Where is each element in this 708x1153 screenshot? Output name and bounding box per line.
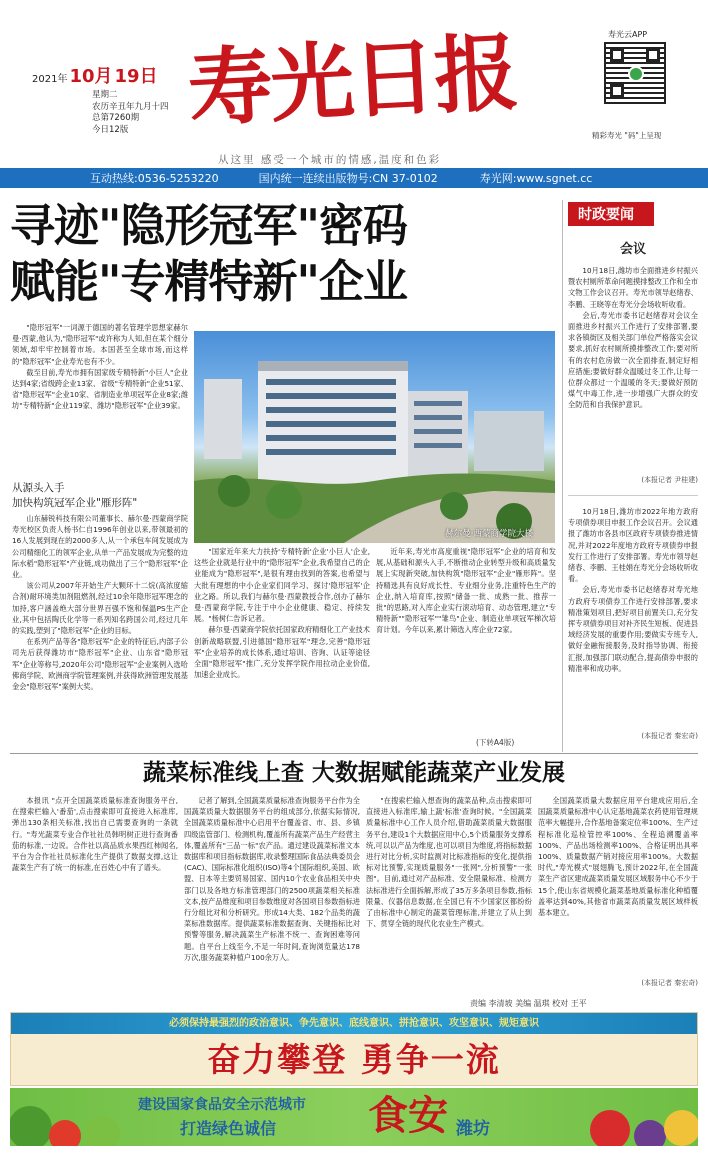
lead-subhead-line-1: 从源头入手 <box>12 482 65 494</box>
lead-body-para-b: 该公司从2007年开始生产大颗环十二烷(高浓度缩合剂)耐环境类加剂阻燃剂,经过10余年隐形冠军理念的加持,客户涵盖绝大部分世界百强不饱和保温PS生产企业,其中包括陶氏化学等一系列知名跨国公司,经过几年的实践,塑到了"隐形冠军"企业的目标。 <box>12 581 188 636</box>
app-label: 寿光云APP <box>608 30 648 39</box>
lead-intro-para-1: "隐形冠军"一词源于德国的著名管理学思想家赫尔曼·西蒙,他认为,"隐形冠军"或许称为人知,但在某个细分领域,却牢牢控制着市场。本国甚至全球市场,而这样的"隐形冠军"企业寿光也有不少。 <box>12 323 188 366</box>
vegetable-decor <box>10 1088 698 1146</box>
building-illustration <box>194 331 555 543</box>
sidebar-body-1 <box>568 265 698 475</box>
sidebar-body-2 <box>568 506 698 731</box>
app-logo-icon <box>628 66 644 82</box>
lead-headline <box>10 198 560 310</box>
lead-body-para-a: 山东赫锐科技有限公司董事长、赫尔曼·西蒙商学院寿光校区负责人杨书仁自1996年创业以来,带领最初的16人发展到现在的2000多人,从一个承包车间发展成为公司精细化工的领军企业,从单一产品发展成为完整的边际水稻"隐形冠军"产业链,成功做出了三个"隐形冠军"企业。 <box>12 514 188 580</box>
sidebar-byline-1: (本报记者 尹桂建) <box>641 476 698 484</box>
banner-food-safety <box>10 1088 698 1146</box>
banner-food-line-1: 建设国家食品安全示范城市 <box>138 1097 306 1113</box>
hotline: 互动热线:0536-5253220 <box>90 172 219 185</box>
sidebar-divider <box>562 200 563 752</box>
section-rule <box>10 753 698 754</box>
banner-politics <box>10 1012 698 1086</box>
publication-number: 国内统一连续出版物号:CN 37-0102 <box>258 172 438 185</box>
website-link[interactable]: 寿光网:www.sgnet.cc <box>479 172 593 185</box>
date-year: 2021年 <box>32 74 68 85</box>
second-headline: 蔬菜标准线上查 大数据赋能蔬菜产业发展 <box>142 759 565 786</box>
banner-food-line-2: 打造绿色诚信 <box>180 1119 277 1138</box>
lead-body-para-f: 近年来,寿光市高度重视"隐形冠军"企业的培育和发展,从基础和源头入手,不断推动企业转型升级和高质量发展上实现新突破,加快构筑"隐形冠军"企业"雁形阵"。坚持精选具有良好成长性、专业细分业务,注重特色生产的企业,纳入培育库,按照"储备一批、成熟一批、推荐一批"的思路,对入库企业实行滚动培育、动态管理,建立"专精特新""隐形冠军""雏鸟"企业、制造业单项冠军梯次培育计划。今年以来,累计筛选入库企业72家。 <box>376 547 556 635</box>
masthead-slogan: 从这里 感受一个城市的情感,温度和色彩 <box>218 154 442 166</box>
lead-body-col-2 <box>194 546 370 751</box>
sidebar-para-3: 10月18日,潍坊市2022年地方政府专项债券项目申报工作会议召开。会议通报了潍坊市各县市区政府专项债券推进情况,并对2022年度地方政府专项债券申报发行工作进行了安排部署。寿光市领导赵绪春、李鹏、王桂娟在寿光分会场收听收看。 <box>568 507 698 584</box>
banner-food-city: 潍坊 <box>456 1119 490 1139</box>
lead-headline-line-2: 赋能"专精特新"企业 <box>10 255 407 308</box>
sidebar-para-2: 会后,寿光市委书记赵绪春对会议全面推进乡村振兴工作进行了安排部署,要求各镇街区及相关部门单位严格落实会议要求,抓好农村厕所摸排整改工作;要对所有的农村危房做一次全面排查,制定好相应措施;要做好群众温暖过冬工作,让每一位群众都过一个温暖的冬天;要做好预防煤气中毒工作,进一步增强广大群众的安全防范和自我保护意识。 <box>568 310 698 410</box>
second-para-2: 记者了解到,全国蔬菜质量标准查询服务平台作为全国蔬菜质量大数据服务平台的组成部分,依据实际情况,全国蔬菜质量标准中心启用平台覆盖省、市、县、乡镇四级监管部门、检测机构,覆盖所有蔬菜产品生产经营主体,覆盖所有"三品一标"农产品。通过建设蔬菜标准文本数据库和项目指标数据库,收录整理国际食品法典委员会(CAC)、国际标准化组织(ISO)等4个国际组织,美国、欧盟、日本等主要贸易国家、国内10个农业食品相关中央部门以及各地方标准管理部门的2500项蔬菜相关标准文本,按产品维度和项目参数维度对各国项目参数指标进行分组比对和分析研究。形成14大类、182个品类的蔬菜标准数据库。提供蔬菜标准数据查询、关键指标比对预警等服务,解决蔬菜生产标准不统一、查询困难等问题。自平台上线至今,不足一年时间,查询浏览量达178万次,服务蔬菜种植户100余万人。 <box>184 796 360 962</box>
sidebar-article-title: 会议 <box>619 242 646 257</box>
lead-subhead-line-2: 加快构筑冠军企业"雁形阵" <box>12 497 138 509</box>
date-block <box>32 62 182 136</box>
lead-body-para-e: 赫尔曼·西蒙商学院依托国家政府精细化工产业技术创新战略联盟,引进德国"隐形冠军"理念,完善"隐形冠军"企业培养的成长体系,通过培训、咨询、认证等途径全面"隐形冠军"推广,充分发挥学院作用拉动企业价值,加速企业成长。 <box>194 625 370 680</box>
lead-photo <box>194 331 555 543</box>
lead-body-para-c: 在系列产品等各"隐形冠军"企业的特征后,内部子公司先后获得潍坊市"隐形冠军"企业、山东省"隐形冠军"企业等称号,2020年公司"隐形冠军"企业案例入选哈佛商学院、欧洲商学院管理案例,并获得欧洲管理发展基金会"隐形冠军"案例大奖。 <box>12 637 188 692</box>
second-col-1 <box>12 795 178 991</box>
banner-slogan: 奋力攀登 勇争一流 <box>207 1040 501 1079</box>
lead-headline-line-1: 寻迹"隐形冠军"密码 <box>10 199 407 252</box>
sidebar-section-title: 时政要闻 <box>568 202 654 226</box>
sidebar-para-1: 10月18日,潍坊市全面推进乡村振兴暨农村厕所革命问题摸排整改工作和全市文物工作会议召开。寿光市领导赵绪春、李鹏、王晓等在寿光分会场收听收看。 <box>568 266 698 309</box>
banner-top-line <box>11 1013 697 1034</box>
second-col-4 <box>538 795 698 975</box>
sidebar-para-4: 会后,寿光市委书记赵绪春对寿光地方政府专项债券工作进行安排部署,要求精准策划项目,把好项目前置关口,充分发挥专项债券项目对补齐民生短板、促进县域经济发展的重要作用;要做实专班专人,做好金融衔接服务,及时指导协调、衔接汇报,加强部门联动配合,提高债券申报的精准率和成功率。 <box>568 585 698 673</box>
second-byline: (本报记者 秦宏奇) <box>641 979 698 987</box>
sidebar-byline-2: (本报记者 秦宏奇) <box>641 732 698 740</box>
issue-number: 总第7260期 <box>92 113 140 123</box>
newspaper-title: 寿光日报 <box>185 22 519 139</box>
qr-caption: 精彩寿光 "码"上呈现 <box>592 131 662 140</box>
banner-top-text: 必须保持最强烈的政治意识、争先意识、底线意识、拼抢意识、攻坚意识、规矩意识 <box>169 1018 539 1029</box>
lead-body-para-d: "国家近年来大力扶持'专精特新'企业'小巨人'企业,这些企业就是行业中的"隐形冠军"企业,我希望自己的企业能成为"隐形冠军",是很有理由找到的答案,也希望与大批有理想的中小企业家们同学习、探讨'隐形冠军'企业之路。所以,我们与赫尔曼·西蒙教授合作,创办了赫尔曼·西蒙商学院,专注于中小企业健康、稳定、持续发展。"杨树仁告诉记者。 <box>194 547 370 624</box>
second-para-4: 全国蔬菜质量大数据应用平台建成应用后,全国蔬菜质量标准中心认定基地蔬菜农药使用管理规范率大幅提升,合作基地备案定位率100%、生产过程标准化巡检管控率100%、全程追溯覆盖率100%、产品出场检测率100%、合格证明出具率100%、质量数据产销对接应用率100%。大数据时代,"寿光模式"展翅腾飞,预计2022年,在全国蔬菜生产省区建成蔬菜质量发展区域服务中心不少于15个,使山东省规模化蔬菜基地质量标准化种植覆盖率达到40%,其他省市蔬菜高质量发展区域样板基本建立。 <box>538 796 698 918</box>
lead-subhead <box>12 481 188 511</box>
second-para-1: 本报讯 "点开全国蔬菜质量标准查询服务平台,在搜索栏输入'番茄',点击搜索即可直接进入标准库,弹出130条相关标准,找出自己需要查询的一条就行。"寿光蔬菜专业合作社社员韩明树正进行查询番茄的标准,一边说。合作社以高品质水果西红柿闻名,平台为合作社社员标准化生产提供了数据支撑,这让蔬菜生产有了统一的标准,在百姓心中有了谱头。 <box>12 796 178 873</box>
lead-continued: (下转A4版) <box>476 738 515 747</box>
editors-line: 责编 李清坡 美编 温琪 校对 王平 <box>470 999 587 1008</box>
lunar-date: 农历辛丑年九月十四 <box>92 101 169 112</box>
page-count: 今日12版 <box>92 124 129 135</box>
masthead <box>0 0 708 168</box>
lead-body-col-3 <box>376 546 556 736</box>
lead-intro-para-2: 截至目前,寿光市拥有国家级专精特新"小巨人"企业达到4家;省级跨企业13家、省级"专精特新"企业51家、省"隐形冠军"企业10家、省制造业单项冠军企业8家;潍坊"专精特新"企业119家、潍坊"隐形冠军"企业39家。 <box>12 367 188 411</box>
weekday: 星期二 <box>92 90 118 100</box>
second-col-3 <box>366 795 532 991</box>
info-bar <box>0 168 708 188</box>
date-month: 10月 <box>69 66 113 87</box>
photo-caption: 赫尔曼·西蒙商学院大楼 <box>445 529 533 539</box>
lead-body-col-1 <box>12 513 188 751</box>
lead-intro <box>12 322 188 474</box>
qr-code[interactable] <box>604 42 666 104</box>
second-para-3: "在搜索栏输入想查询的蔬菜品种,点击搜索即可直接进入标准库,输上蔬'标准'查询时候。"全国蔬菜质量标准中心工作人员介绍,借助蔬菜质量大数据服务平台,建设1个大数据应用中心,5个质量服务支撑系统,可以以产品为维度,也可以项目为维度,将指标数据进行对比分析,实时监测对比标准指标的变化,提供指标对比预警,实现质量服务"一张网",分析预警"一张图"。目前,通过对产品标准、安全限量标准、检测方法标准进行全面拆解,形成了35万多条项目参数,指标限量、仪器信息数据,在全国已有不少国家区都纷纷了由标准中心制定的蔬菜管理标准,并建立了从上到下、贯穿全链的现代化农业生产模式。 <box>366 796 532 929</box>
second-col-2 <box>184 795 360 991</box>
sidebar <box>568 202 698 741</box>
banner-food-big: 食安 <box>368 1092 448 1139</box>
date-day: 19日 <box>114 66 158 87</box>
